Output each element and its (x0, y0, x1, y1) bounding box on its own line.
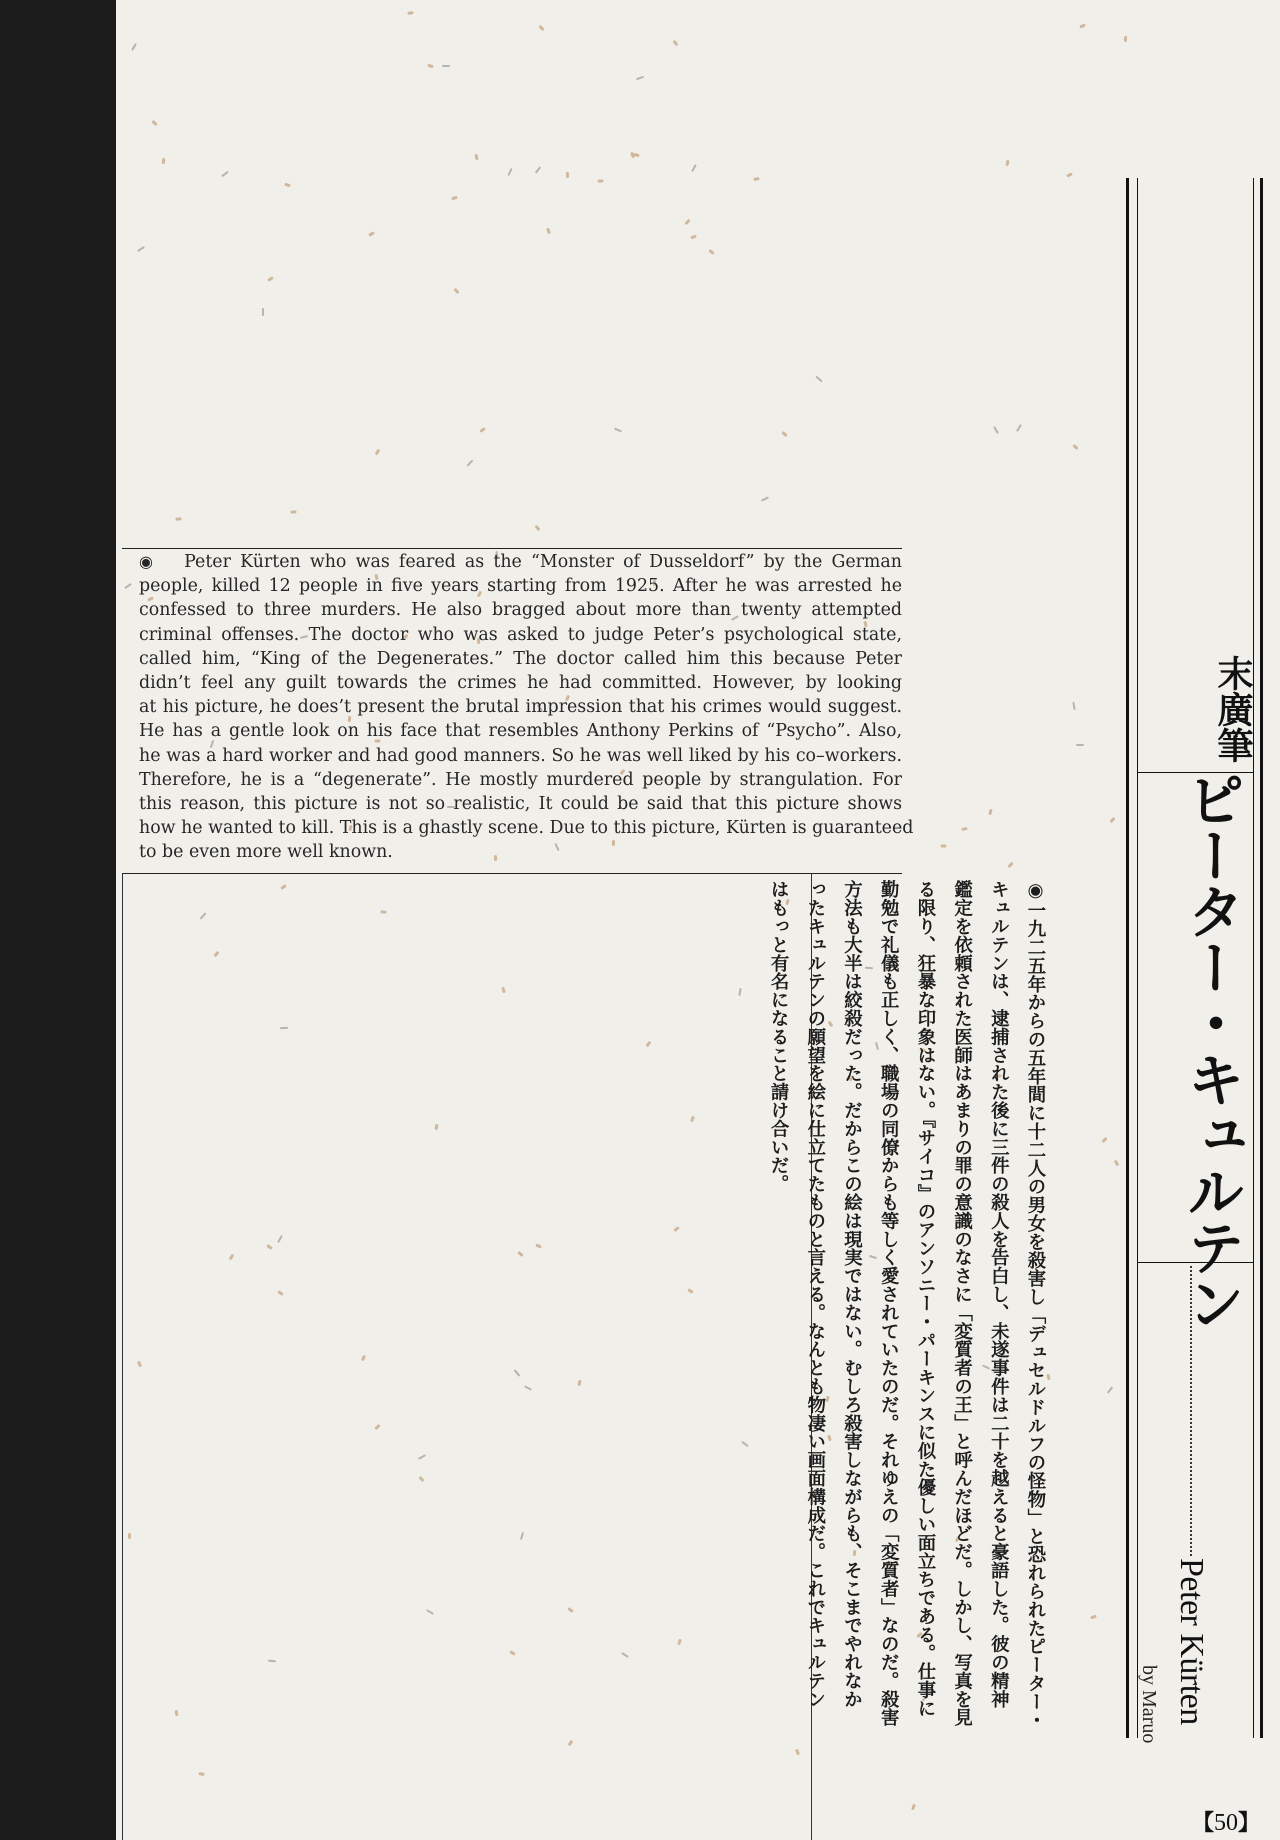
page-number-value: 50 (1214, 1810, 1239, 1836)
paper-speck (268, 1660, 276, 1663)
caption-line: how he wanted to kill. This is a ghastly scene. Due to this picture, Kürten is guaranteed (139, 818, 914, 839)
paper-speck (1008, 862, 1014, 868)
english-title: Peter Kürten (1173, 1558, 1210, 1725)
paper-speck (741, 1441, 749, 1447)
paper-speck (151, 120, 157, 126)
english-byline: by Maruo (1138, 1665, 1160, 1744)
paper-speck (474, 154, 478, 161)
paper-speck (1123, 36, 1126, 42)
paper-speck (566, 172, 569, 178)
paper-speck (361, 1355, 366, 1362)
japanese-byline: 末廣筆 (1212, 655, 1254, 763)
paper-speck (291, 510, 297, 513)
paper-speck (520, 1532, 524, 1540)
paper-speck (1080, 23, 1087, 28)
paper-speck (1017, 425, 1023, 433)
paper-speck (621, 1652, 629, 1658)
paper-speck (137, 1361, 142, 1368)
paper-speck (214, 950, 220, 956)
paper-speck (687, 1288, 694, 1294)
paper-speck (137, 246, 145, 252)
paper-speck (131, 43, 137, 51)
paper-speck (567, 1607, 574, 1613)
paper-speck (368, 231, 375, 237)
title-rule (1253, 178, 1254, 1738)
caption-line: didn’t feel any guilt towards the crimes he had committed. However, by looking (139, 673, 902, 694)
caption-line: at his picture, he does’t present the brutal impression that his crimes would suggest. (139, 697, 902, 718)
paper-speck (517, 1251, 523, 1257)
title-rule (1137, 178, 1138, 1738)
paper-speck (690, 235, 697, 240)
paper-speck (692, 164, 698, 172)
japanese-column: 勤勉で礼儀も正しく、職場の同僚からも等しく愛されていたのだ。それゆえの「変質者」なのだ。殺害 (878, 880, 900, 1727)
paper-speck (993, 426, 999, 434)
caption-line (139, 550, 902, 574)
japanese-column: ったキュルテンの願望を絵に仕立てたものと言える。なんとも物凄い画面構成だ。これでキュルテン (804, 880, 826, 1708)
paper-speck (674, 1226, 681, 1232)
binding-edge (0, 0, 116, 1840)
paper-speck (940, 844, 946, 847)
paper-speck (418, 1454, 426, 1460)
paper-speck (568, 1739, 574, 1746)
paper-speck (267, 1244, 274, 1250)
caption-line: He has a gentle look on his face that resembles Anthony Perkins of “Psycho”. Also, (139, 721, 902, 742)
paper-speck (262, 308, 264, 316)
paper-speck (380, 910, 386, 914)
japanese-column: ◉一九二五年からの五年間に十二人の男女を殺害し「デュセルドルフの怪物」と恐れられたピーター・ (1025, 880, 1046, 1729)
paper-speck (1066, 172, 1073, 177)
paper-speck (781, 431, 787, 437)
paper-speck (267, 276, 274, 282)
paper-speck (509, 1650, 516, 1656)
paper-speck (479, 427, 486, 433)
dotted-leader (1190, 1266, 1192, 1556)
paper-speck (508, 168, 513, 176)
paper-speck (278, 1290, 285, 1296)
page-number (1192, 1806, 1260, 1837)
paper-speck (199, 913, 206, 920)
paper-speck (280, 884, 287, 890)
bracket-left-icon: 【 (1192, 1811, 1215, 1836)
paper-speck (1109, 816, 1115, 822)
bullet-icon: ◉ (139, 552, 157, 571)
paper-speck (761, 496, 769, 501)
paper-speck (546, 227, 551, 234)
paper-speck (162, 158, 165, 164)
paper-speck (535, 1243, 542, 1248)
japanese-column: る限り、狂暴な印象はない。『サイコ』のアンソニー・パーキンスに似た優しい面立ちである。仕事に (914, 880, 936, 1718)
caption-line: people, killed 12 people in five years starting from 1925. After he was arrested he (139, 576, 902, 597)
paper-speck (534, 525, 540, 532)
paper-speck (1107, 1386, 1113, 1394)
paper-speck (222, 171, 230, 177)
paper-speck (427, 64, 434, 69)
paper-speck (962, 827, 968, 831)
paper-speck (434, 1124, 438, 1130)
paper-speck (514, 1369, 521, 1376)
paper-speck (419, 1476, 425, 1482)
paper-speck (535, 166, 541, 174)
paper-speck (690, 1116, 695, 1123)
paper-speck (374, 449, 380, 456)
bracket-right-icon: 】 (1238, 1811, 1261, 1836)
japanese-body-text (759, 880, 1053, 1729)
paper-speck (277, 1235, 283, 1243)
paper-speck (280, 1027, 288, 1029)
paper-speck (1005, 160, 1009, 166)
paper-speck (124, 582, 132, 588)
caption-line: this reason, this picture is not so realistic, It could be said that this picture shows (139, 794, 902, 815)
paper-speck (285, 182, 292, 187)
japanese-column: 方法も大半は絞殺だった。だからこの絵は現実ではない。むしろ殺害しながらも、そこまでやれなか (841, 880, 863, 1708)
caption-line: to be even more well known. (139, 842, 393, 863)
paper-speck (673, 40, 679, 47)
paper-speck (614, 428, 622, 433)
paper-speck (1102, 1137, 1108, 1143)
paper-speck (1072, 444, 1079, 450)
paper-speck (1076, 744, 1084, 746)
paper-speck (426, 1609, 434, 1615)
japanese-title: ピーター・キュルテン (1177, 770, 1245, 1330)
japanese-column: はもっと有名になること請け合いだ。 (768, 880, 790, 1193)
paper-speck (1090, 1614, 1097, 1619)
paper-speck (988, 808, 992, 815)
paper-speck (1114, 1159, 1120, 1166)
caption-bottom-rule (122, 873, 902, 874)
paper-speck (175, 1710, 179, 1716)
paper-speck (442, 65, 450, 67)
picture-frame-left (122, 873, 123, 1840)
paper-speck (375, 1424, 381, 1430)
paper-speck (407, 11, 413, 15)
title-rule (1126, 178, 1129, 1738)
paper-speck (645, 1040, 651, 1047)
paper-speck (451, 195, 458, 200)
paper-speck (578, 1380, 582, 1386)
caption-line: called him, “King of the Degenerates.” The doctor called him this because Peter (139, 648, 902, 669)
paper-speck (199, 1772, 205, 1776)
paper-speck (598, 179, 604, 182)
paper-speck (524, 1385, 532, 1390)
paper-speck (128, 1533, 131, 1539)
caption-line: Therefore, he is a “degenerate”. He mostly murdered people by strangulation. For (139, 769, 902, 790)
english-caption (139, 550, 914, 865)
paper-speck (739, 988, 742, 996)
paper-speck (175, 517, 181, 520)
paper-speck (501, 987, 506, 994)
paper-speck (911, 1804, 916, 1811)
paper-speck (815, 375, 822, 382)
japanese-column: キュルテンは、逮捕された後に三件の殺人を告白し、未遂事件は二十を越えると豪語した。彼の精神 (988, 880, 1010, 1708)
paper-speck (677, 1639, 682, 1646)
paper-speck (454, 288, 460, 294)
paper-speck (538, 25, 544, 31)
paper-speck (636, 75, 644, 80)
japanese-column: 鑑定を依頼された医師はあまりの罪の意識のなさに「変質者の王」と呼んだほどだ。しかし、写真を見 (951, 880, 973, 1727)
caption-line: confessed to three murders. He also bragged about more than twenty attempted (139, 600, 902, 621)
paper-speck (228, 1254, 234, 1261)
paper-speck (709, 249, 716, 255)
paper-speck (684, 219, 690, 225)
caption-line-text: Peter Kürten who was feared as the “Monster of Dusseldorf” by the German (184, 552, 902, 572)
paper-speck (754, 177, 760, 181)
caption-line: criminal offenses. The doctor who was asked to judge Peter’s psychological state, (139, 624, 902, 645)
paper-speck (1072, 702, 1075, 710)
paper-speck (467, 459, 474, 466)
title-rule (1260, 178, 1263, 1738)
caption-line: he was a hard worker and had good manners. So he was well liked by his co–workers. (139, 745, 902, 766)
caption-top-rule (122, 548, 902, 549)
paper-speck (794, 1749, 799, 1756)
